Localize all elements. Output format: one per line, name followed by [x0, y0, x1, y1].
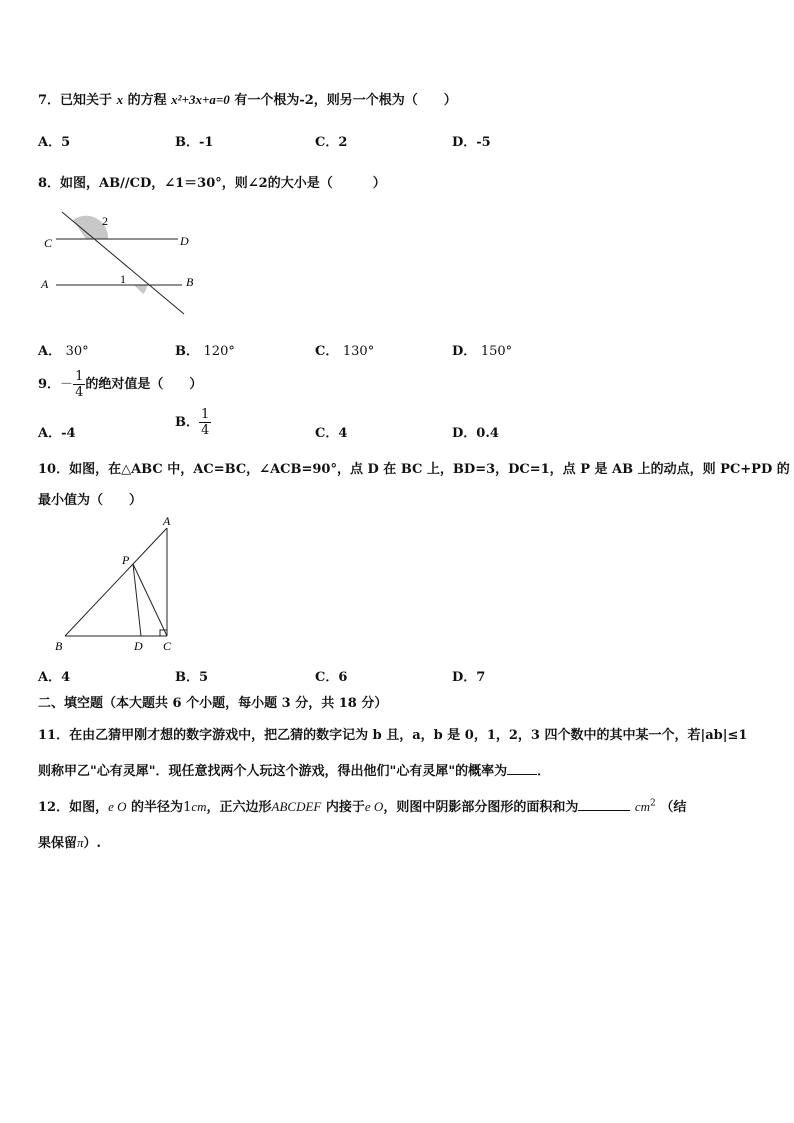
q8-label-a: A: [41, 277, 49, 291]
q10-label-b: B: [55, 639, 63, 653]
q7-stem-suffix: 有一个根为-2，则另一个根为（ ）: [234, 93, 457, 108]
q10-label-d: D: [134, 639, 143, 653]
q8-stem-prefix: 8．如图，AB//CD，∠1＝30°，则∠2的大小是（: [38, 176, 333, 191]
q9-option-b: B． $\frac{1}{4}$: [175, 407, 210, 438]
q7-option-d: D．-5: [452, 135, 491, 150]
q7-stem-prefix: 7．已知关于: [38, 93, 113, 108]
q12-line2: [38, 832, 101, 851]
q8-label-2: 2: [102, 214, 108, 228]
q10-stem-line1: 10．如图，在△ABC 中，AC=BC，∠ACB=90°，点 D 在 BC 上，BD=3，DC=1，点 P 是 AB 上的动点，则 PC+PD 的: [38, 462, 790, 477]
q7-stem-mid: 的方程: [127, 93, 167, 108]
q8-transversal: [62, 212, 184, 314]
q9-stem-suffix: 的绝对值是（ ）: [85, 377, 203, 392]
q12-mid1: ，正六边形: [206, 800, 272, 815]
q9-option-a: A．-4: [38, 426, 76, 441]
q12-unit-cm: cm: [191, 799, 207, 814]
q10-option-c: C．6: [315, 670, 348, 685]
q9-stem: [38, 370, 202, 399]
q10-segment-pd: [133, 564, 141, 636]
q11-line1: 11．在由乙猜甲刚才想的数字游戏中，把乙猜的数字记为 b 且，a，b 是 0，1，2，3 四个数中的其中某一个，若|ab|≤1: [38, 728, 748, 743]
q10-label-a: A: [163, 514, 171, 528]
q9-fraction: $\frac{1}{4}$: [75, 369, 84, 400]
q8-label-1: 1: [120, 272, 126, 286]
q12-circle-o: e O: [108, 799, 127, 814]
q11-line2-suffix: ．: [537, 764, 551, 779]
q12-line2-suffix: ）.: [83, 836, 102, 851]
q10-side-ab: [65, 528, 167, 636]
q7-option-a: A．5: [38, 135, 71, 150]
section-2-title: 二、填空题（本大题共 6 个小题，每小题 3 分，共 18 分）: [38, 696, 388, 711]
q10-label-p: P: [122, 553, 130, 567]
q12-circle-o-2: e O: [364, 799, 384, 814]
q9-option-d: D．0.4: [452, 426, 499, 441]
q10-stem-line2: 最小值为（ ）: [38, 493, 143, 508]
q8-angle1-shade: [134, 285, 147, 294]
q12-prefix: 12．如图，: [38, 800, 109, 815]
q12-line1: [38, 796, 686, 815]
q10-label-c: C: [163, 639, 172, 653]
q8-label-d: D: [180, 234, 189, 248]
q8-option-a: A． 30°: [38, 344, 89, 359]
q8-stem-suffix: ）: [372, 176, 386, 191]
q10-option-b: B．5: [175, 670, 209, 685]
q12-line2-prefix: 果保留: [38, 836, 78, 851]
q8-option-b: B． 120°: [175, 344, 235, 359]
q7-stem: [38, 89, 457, 108]
q12-unit-sup: 2: [650, 798, 656, 809]
q8-stem: [38, 172, 386, 191]
q10-option-d: D．7: [452, 670, 486, 685]
q8-label-b: B: [186, 275, 194, 289]
q12-radius-text: 的半径为: [131, 800, 184, 815]
q12-hexagon-name: ABCDEF: [271, 799, 322, 814]
q7-option-b: B．-1: [175, 135, 214, 150]
q8-option-c: C． 130°: [315, 344, 375, 359]
q8-option-d: D． 150°: [452, 344, 513, 359]
q7-var-x: x: [116, 92, 124, 107]
q8-label-c: C: [44, 236, 53, 250]
q12-mid3: ，则图中阴影部分图形的面积和为: [383, 800, 579, 815]
q7-equation: x²+3x+a=0: [171, 92, 230, 107]
q9-minus: －: [60, 377, 74, 392]
q9-option-c: C．4: [315, 426, 348, 441]
q10-figure: [50, 510, 185, 656]
q9-option-b-fraction: $\frac{1}{4}$: [201, 407, 210, 438]
q8-figure: [36, 206, 206, 320]
q11-line2-prefix: 则称甲乙"心有灵犀"．现任意找两个人玩这个游戏，得出他们"心有灵犀"的概率为: [38, 764, 508, 779]
q10-option-a: A．4: [38, 670, 71, 685]
q11-answer-blank: [507, 762, 537, 775]
q12-answer-blank: [578, 798, 630, 811]
q7-option-c: C．2: [315, 135, 348, 150]
q12-radius-value: 1: [183, 800, 192, 815]
q9-number: 9．: [38, 377, 61, 392]
q10-segment-pc: [133, 564, 167, 636]
q12-pi: π: [77, 835, 84, 850]
q11-line2: [38, 760, 550, 779]
q12-mid2: 内接于: [325, 800, 365, 815]
q12-unit-cm2: cm: [634, 799, 651, 814]
q12-suffix: （结: [660, 800, 687, 815]
